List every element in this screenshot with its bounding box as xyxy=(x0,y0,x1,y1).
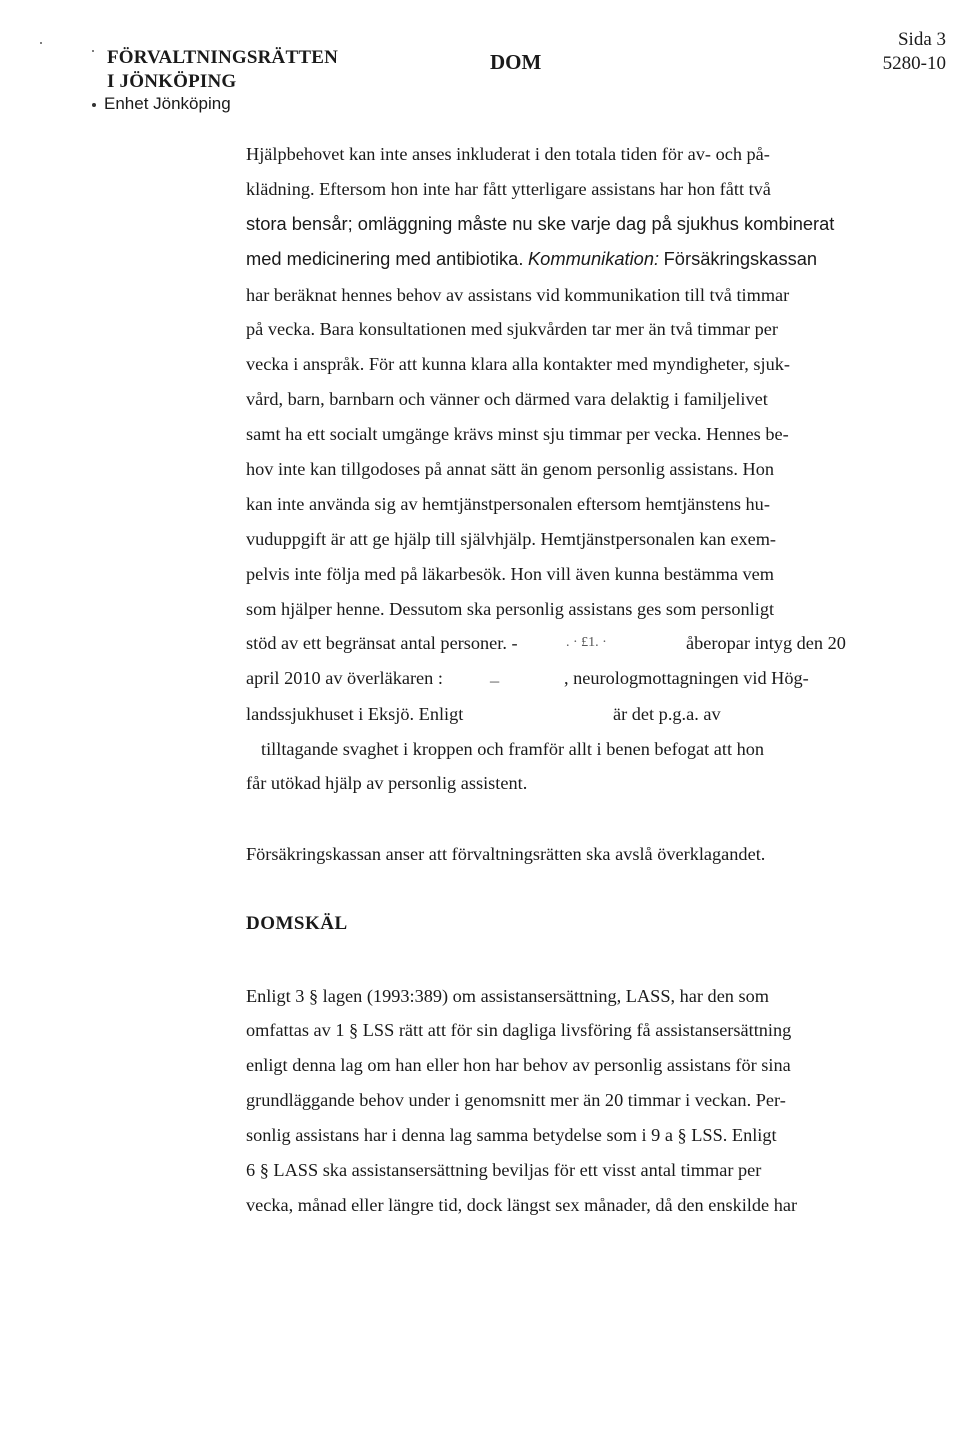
court-name-line1: FÖRVALTNINGSRÄTTEN xyxy=(107,47,338,68)
body-text: , neurologmottagningen vid Hög- xyxy=(564,668,809,688)
body-line: Hjälpbehovet kan inte anses inkluderat i den totala tiden för av- och på- xyxy=(246,144,770,164)
scan-speck xyxy=(92,50,94,52)
section-heading: DOMSKÄL xyxy=(246,913,348,934)
body-line: vecka, månad eller längre tid, dock längst sex månader, då den enskilde har xyxy=(246,1195,798,1215)
body-line: enligt denna lag om han eller hon har behov av personlig assistans för sina xyxy=(246,1055,791,1075)
body-line: omfattas av 1 § LSS rätt att för sin dagliga livsföring få assistansersättning xyxy=(246,1020,792,1040)
body-text: Försäkringskassan xyxy=(663,248,818,269)
page-number: Sida 3 xyxy=(897,29,946,50)
court-name-line2: I JÖNKÖPING xyxy=(107,71,237,92)
court-unit-label: Enhet Jönköping xyxy=(104,94,231,113)
redaction-residue: . · £1. · xyxy=(566,635,607,650)
scan-speck xyxy=(40,42,42,44)
body-line: stora bensår; omläggning måste nu ske varje dag på sjukhus kombinerat xyxy=(246,213,835,234)
body-line: pelvis inte följa med på läkarbesök. Hon vill även kunna bestämma vem xyxy=(246,564,774,584)
body-line: 6 § LASS ska assistansersättning beviljas för ett visst antal timmar per xyxy=(246,1160,762,1180)
body-line: grundläggande behov under i genomsnitt mer än 20 timmar i veckan. Per- xyxy=(246,1090,786,1110)
body-text: landssjukhuset i Eksjö. Enligt xyxy=(246,704,464,724)
body-text: är det p.g.a. av xyxy=(613,704,721,724)
body-text: stöd av ett begränsat antal personer. - xyxy=(246,633,518,653)
document-type: DOM xyxy=(490,50,542,74)
body-text: åberopar intyg den 20 xyxy=(686,633,846,653)
body-line: hov inte kan tillgodoses på annat sätt än genom personlig assistans. Hon xyxy=(246,459,775,479)
body-text: april 2010 av överläkaren : xyxy=(246,668,443,688)
body-line: har beräknat hennes behov av assistans vid kommunikation till två timmar xyxy=(246,285,790,305)
page-info xyxy=(883,28,946,76)
body-line xyxy=(246,248,817,270)
body-line: klädning. Eftersom hon inte har fått ytterligare assistans har hon fått två xyxy=(246,179,771,199)
kommunikation-label: Kommunikation: xyxy=(527,248,660,269)
court-unit xyxy=(92,93,231,115)
body-line: samt ha ett socialt umgänge krävs minst sju timmar per vecka. Hennes be- xyxy=(246,424,789,444)
body-line: på vecka. Bara konsultationen med sjukvården tar mer än två timmar per xyxy=(246,319,778,339)
body-text: med medicinering med antibiotika. xyxy=(246,248,524,269)
body-line: får utökad hjälp av personlig assistent. xyxy=(246,773,528,793)
body-line: vecka i anspråk. För att kunna klara alla kontakter med myndigheter, sjuk- xyxy=(246,354,790,374)
body-line: som hjälper henne. Dessutom ska personlig assistans ges som personligt xyxy=(246,599,775,619)
body-line: tilltagande svaghet i kroppen och framför allt i benen befogat att hon xyxy=(261,739,765,759)
body-line xyxy=(246,703,721,725)
body-line xyxy=(246,632,846,654)
body-line: kan inte använda sig av hemtjänstpersonalen eftersom hemtjänstens hu- xyxy=(246,494,770,514)
bullet-icon xyxy=(92,103,96,107)
body-line: vuduppgift är att ge hjälp till självhjälp. Hemtjänstpersonalen kan exem- xyxy=(246,529,777,549)
case-number: 5280-10 xyxy=(882,53,946,74)
body-line xyxy=(246,664,809,689)
body-line: Enligt 3 § lagen (1993:389) om assistansersättning, LASS, har den som xyxy=(246,986,769,1006)
body-line: Försäkringskassan anser att förvaltningsrätten ska avslå överklagandet. xyxy=(246,844,766,864)
redaction-residue: _ xyxy=(490,664,500,684)
body-line: sonlig assistans har i denna lag samma betydelse som i 9 a § LSS. Enligt xyxy=(246,1125,777,1145)
body-line: vård, barn, barnbarn och vänner och därmed vara delaktig i familjelivet xyxy=(246,389,768,409)
court-name xyxy=(107,46,338,94)
